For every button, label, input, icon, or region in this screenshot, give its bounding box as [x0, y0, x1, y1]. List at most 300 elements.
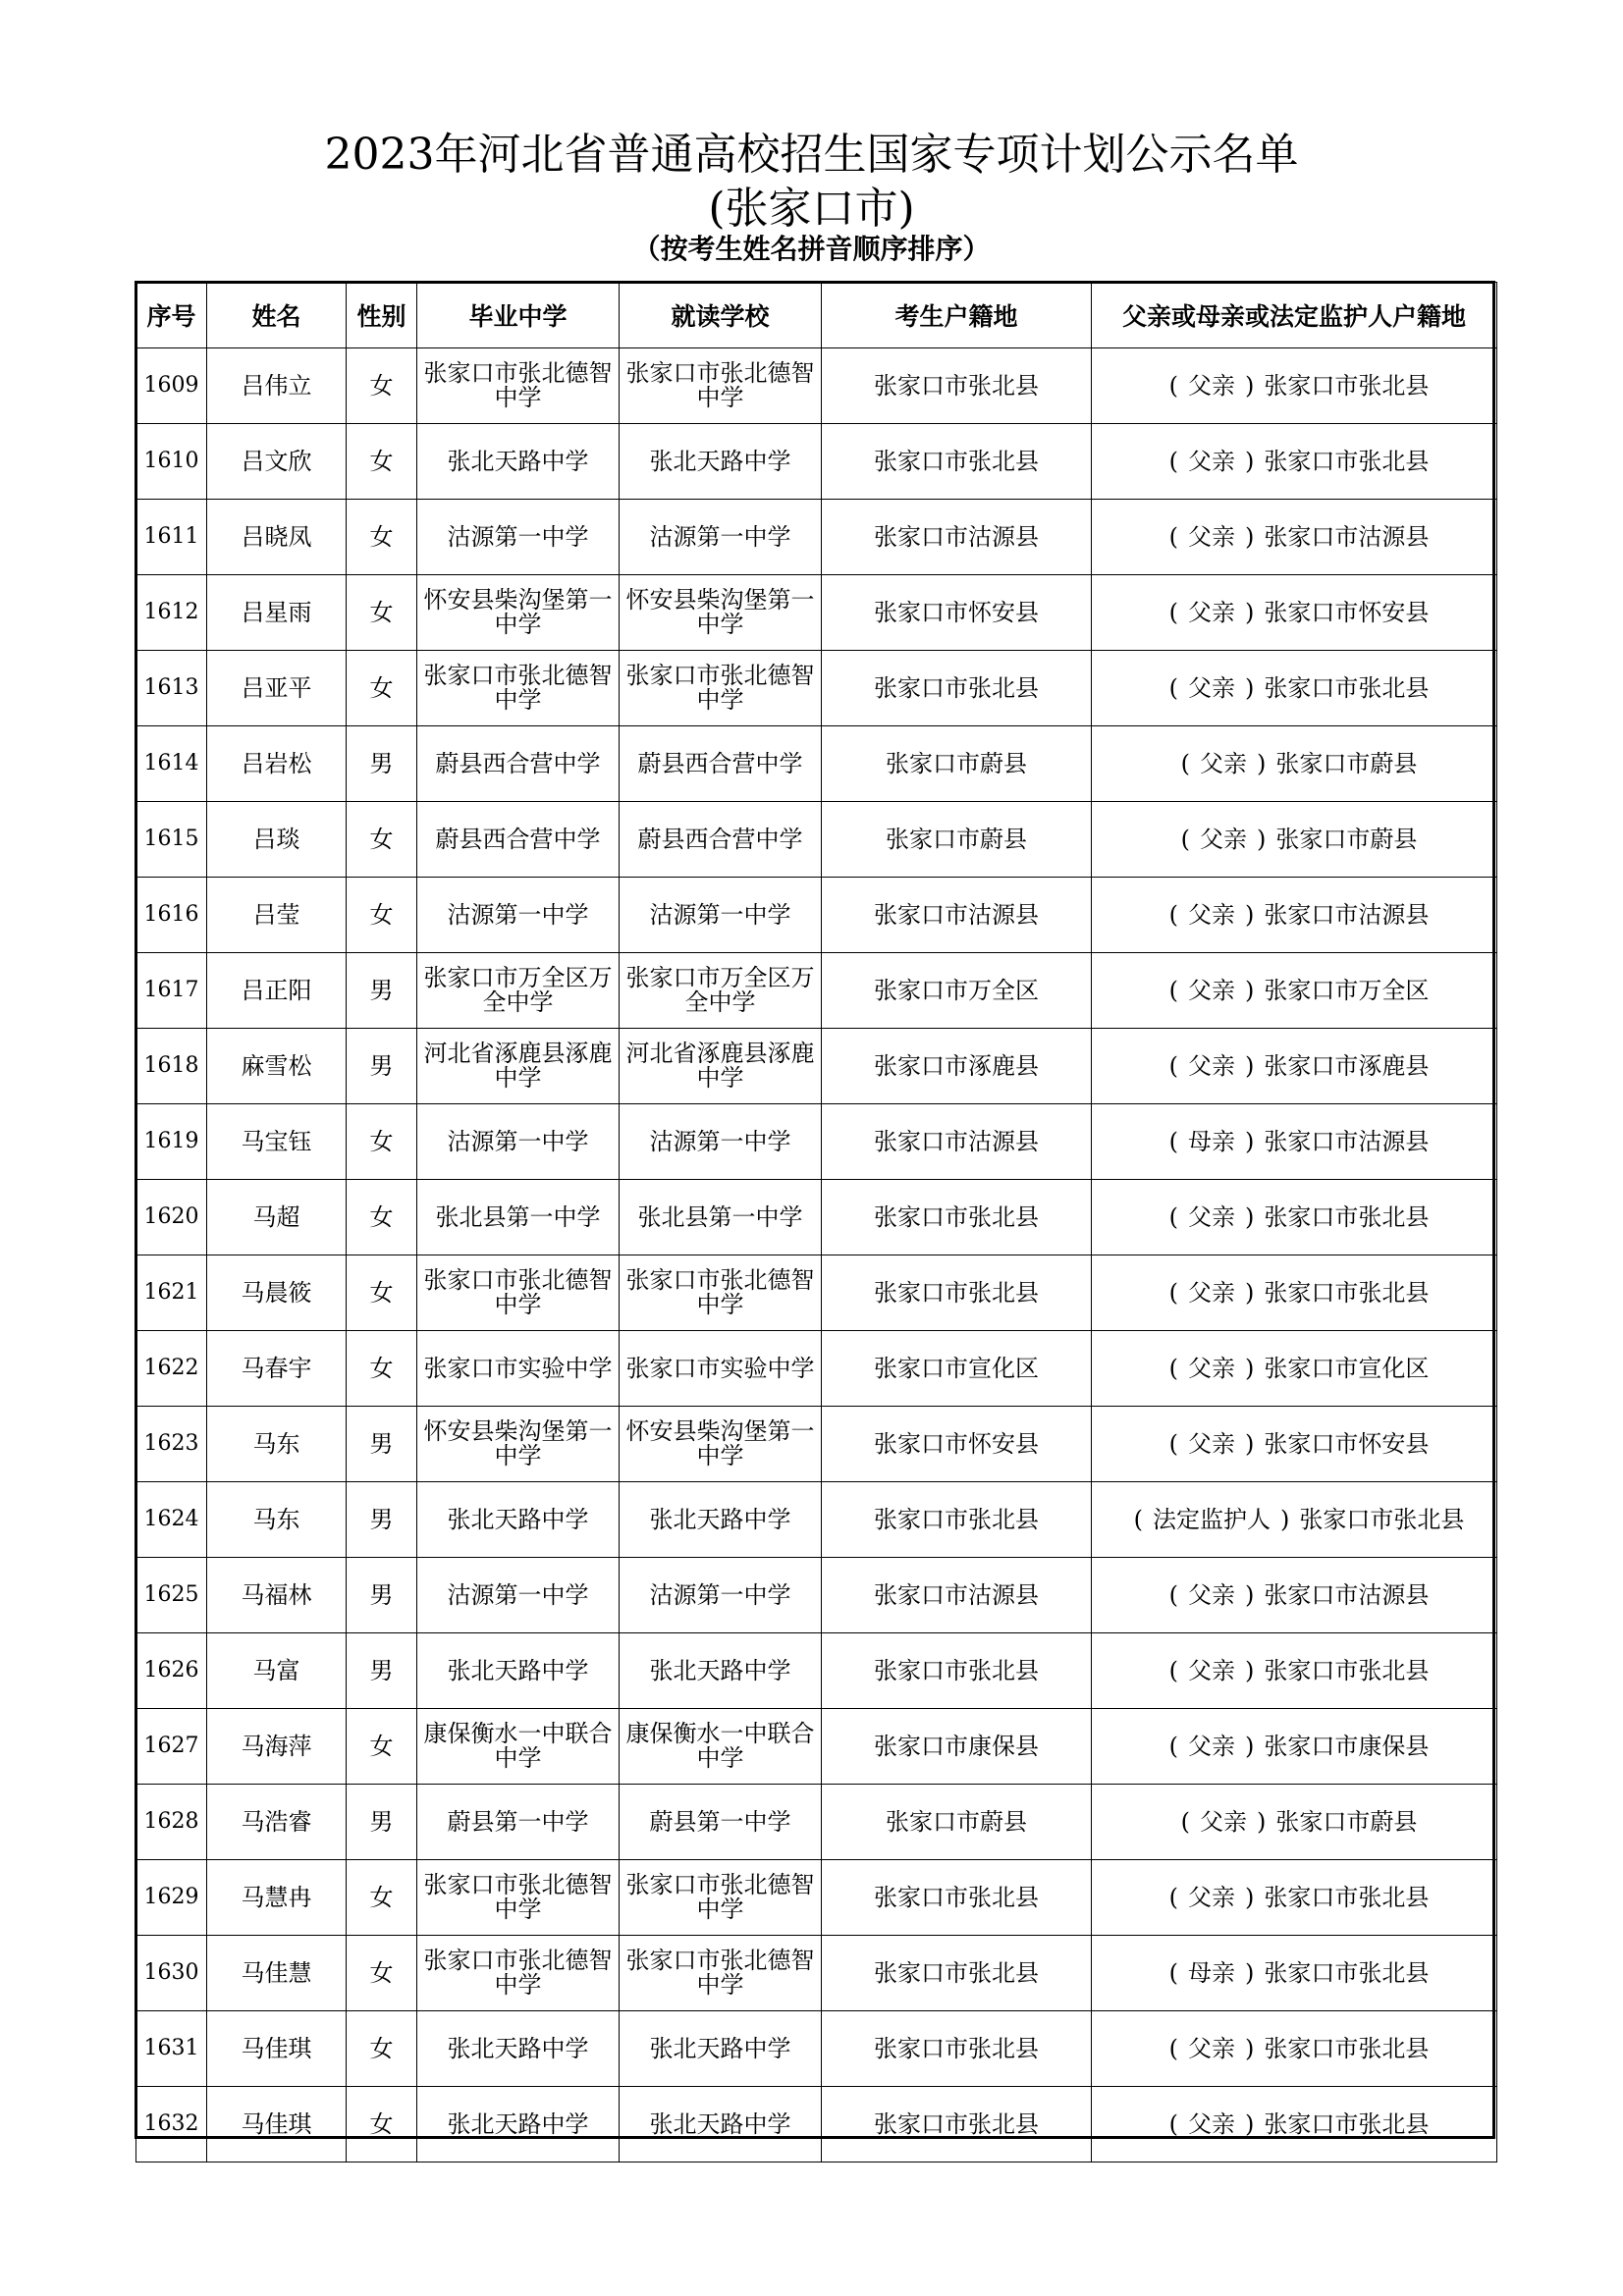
cell-current-school: 怀安县柴沟堡第一中学 — [620, 575, 822, 651]
cell-current-school: 张家口市实验中学 — [620, 1331, 822, 1407]
cell-hukou: 张家口市怀安县 — [822, 1407, 1092, 1482]
cell-name: 吕琰 — [207, 802, 347, 878]
cell-gender: 女 — [347, 1180, 417, 1255]
cell-seq: 1616 — [136, 878, 207, 953]
guardian-relation: 父亲 — [1188, 1203, 1235, 1231]
cell-grad-school: 张家口市张北德智中学 — [417, 1860, 620, 1936]
cell-grad-school: 张北县第一中学 — [417, 1180, 620, 1255]
guardian-relation: 母亲 — [1188, 1959, 1235, 1987]
table-row — [136, 2087, 1497, 2163]
cell-guardian-hukou — [1092, 1029, 1497, 1104]
cell-hukou: 张家口市张北县 — [822, 1180, 1092, 1255]
cell-grad-school: 张家口市张北德智中学 — [417, 651, 620, 726]
guardian-relation: 父亲 — [1188, 1430, 1235, 1458]
cell-hukou: 张家口市张北县 — [822, 424, 1092, 500]
cell-gender: 女 — [347, 1936, 417, 2011]
cell-gender: 女 — [347, 802, 417, 878]
cell-gender: 男 — [347, 953, 417, 1029]
cell-guardian-hukou — [1092, 1331, 1497, 1407]
cell-hukou: 张家口市沽源县 — [822, 500, 1092, 575]
cell-seq: 1629 — [136, 1860, 207, 1936]
cell-gender: 男 — [347, 1558, 417, 1633]
cell-seq: 1631 — [136, 2011, 207, 2087]
guardian-relation: 父亲 — [1188, 448, 1235, 475]
guardian-relation: 法定监护人 — [1153, 1506, 1271, 1533]
paren-open: ( — [1180, 826, 1190, 853]
guardian-hukou-value: 张家口市涿鹿县 — [1264, 1052, 1430, 1080]
paren-close: ) — [1245, 1884, 1255, 1911]
cell-hukou: 张家口市怀安县 — [822, 575, 1092, 651]
cell-gender: 女 — [347, 575, 417, 651]
cell-guardian-hukou — [1092, 1860, 1497, 1936]
cell-hukou: 张家口市张北县 — [822, 1633, 1092, 1709]
cell-gender: 女 — [347, 1331, 417, 1407]
paren-open: ( — [1168, 1128, 1178, 1155]
cell-gender: 女 — [347, 1104, 417, 1180]
cell-guardian-hukou — [1092, 1785, 1497, 1860]
guardian-hukou-value: 张家口市蔚县 — [1275, 826, 1418, 853]
cell-name: 马福林 — [207, 1558, 347, 1633]
cell-hukou: 张家口市蔚县 — [822, 802, 1092, 878]
table-row — [136, 1180, 1497, 1255]
table-row — [136, 575, 1497, 651]
guardian-hukou-value: 张家口市张北县 — [1264, 2035, 1430, 2062]
paren-close: ) — [1245, 1279, 1255, 1307]
cell-guardian-hukou — [1092, 726, 1497, 802]
sort-note: （按考生姓名拼音顺序排序） — [632, 233, 991, 265]
cell-grad-school: 蔚县西合营中学 — [417, 802, 620, 878]
cell-hukou: 张家口市张北县 — [822, 1255, 1092, 1331]
guardian-hukou-value: 张家口市张北县 — [1264, 372, 1430, 400]
paren-close: ) — [1245, 1959, 1255, 1987]
guardian-relation: 母亲 — [1188, 1128, 1235, 1155]
cell-grad-school: 张家口市张北德智中学 — [417, 1936, 620, 2011]
cell-grad-school: 张家口市万全区万全中学 — [417, 953, 620, 1029]
cell-seq: 1615 — [136, 802, 207, 878]
paren-open: ( — [1168, 901, 1178, 929]
cell-current-school: 康保衡水一中联合中学 — [620, 1709, 822, 1785]
guardian-relation: 父亲 — [1188, 674, 1235, 702]
table-row — [136, 1936, 1497, 2011]
paren-open: ( — [1168, 674, 1178, 702]
guardian-relation: 父亲 — [1188, 1052, 1235, 1080]
cell-name: 麻雪松 — [207, 1029, 347, 1104]
guardian-hukou-value: 张家口市张北县 — [1299, 1506, 1465, 1533]
cell-hukou: 张家口市张北县 — [822, 2011, 1092, 2087]
cell-name: 马慧冉 — [207, 1860, 347, 1936]
cell-hukou: 张家口市万全区 — [822, 953, 1092, 1029]
table-row — [136, 2011, 1497, 2087]
cell-hukou: 张家口市沽源县 — [822, 878, 1092, 953]
guardian-relation: 父亲 — [1188, 1581, 1235, 1609]
cell-gender: 男 — [347, 1029, 417, 1104]
cell-gender: 女 — [347, 348, 417, 424]
cell-current-school: 张北天路中学 — [620, 424, 822, 500]
cell-current-school: 河北省涿鹿县涿鹿中学 — [620, 1029, 822, 1104]
cell-grad-school: 张北天路中学 — [417, 2011, 620, 2087]
paren-close: ) — [1245, 1203, 1255, 1231]
cell-hukou: 张家口市蔚县 — [822, 1785, 1092, 1860]
guardian-hukou-value: 张家口市万全区 — [1264, 977, 1430, 1004]
cell-hukou: 张家口市张北县 — [822, 1482, 1092, 1558]
guardian-hukou-value: 张家口市张北县 — [1264, 448, 1430, 475]
cell-grad-school: 蔚县第一中学 — [417, 1785, 620, 1860]
guardian-hukou-value: 张家口市张北县 — [1264, 1279, 1430, 1307]
paren-open: ( — [1168, 372, 1178, 400]
paren-close: ) — [1245, 1355, 1255, 1382]
paren-close: ) — [1245, 448, 1255, 475]
cell-grad-school: 张北天路中学 — [417, 2087, 620, 2163]
paren-open: ( — [1168, 1581, 1178, 1609]
cell-name: 吕晓凤 — [207, 500, 347, 575]
cell-guardian-hukou — [1092, 575, 1497, 651]
guardian-relation: 父亲 — [1188, 2110, 1235, 2138]
paren-close: ) — [1245, 599, 1255, 626]
table-row — [136, 1558, 1497, 1633]
table-row — [136, 1255, 1497, 1331]
paren-open: ( — [1168, 1430, 1178, 1458]
cell-guardian-hukou — [1092, 878, 1497, 953]
cell-grad-school: 沽源第一中学 — [417, 878, 620, 953]
cell-name: 吕文欣 — [207, 424, 347, 500]
cell-guardian-hukou — [1092, 348, 1497, 424]
cell-current-school: 沽源第一中学 — [620, 500, 822, 575]
guardian-relation: 父亲 — [1188, 977, 1235, 1004]
cell-guardian-hukou — [1092, 1482, 1497, 1558]
paren-close: ) — [1245, 523, 1255, 551]
cell-guardian-hukou — [1092, 1936, 1497, 2011]
cell-name: 吕岩松 — [207, 726, 347, 802]
cell-grad-school: 张家口市张北德智中学 — [417, 1255, 620, 1331]
cell-grad-school: 沽源第一中学 — [417, 500, 620, 575]
cell-hukou: 张家口市张北县 — [822, 1860, 1092, 1936]
cell-grad-school: 怀安县柴沟堡第一中学 — [417, 575, 620, 651]
cell-grad-school: 张北天路中学 — [417, 424, 620, 500]
cell-seq: 1619 — [136, 1104, 207, 1180]
table-row — [136, 802, 1497, 878]
guardian-relation: 父亲 — [1188, 2035, 1235, 2062]
header-name: 姓名 — [207, 283, 347, 348]
cell-seq: 1622 — [136, 1331, 207, 1407]
table-row — [136, 1633, 1497, 1709]
cell-gender: 男 — [347, 1785, 417, 1860]
cell-name: 马富 — [207, 1633, 347, 1709]
cell-seq: 1611 — [136, 500, 207, 575]
cell-gender: 女 — [347, 424, 417, 500]
cell-current-school: 沽源第一中学 — [620, 1558, 822, 1633]
cell-current-school: 张家口市张北德智中学 — [620, 348, 822, 424]
cell-seq: 1613 — [136, 651, 207, 726]
cell-seq: 1618 — [136, 1029, 207, 1104]
cell-gender: 女 — [347, 500, 417, 575]
cell-seq: 1625 — [136, 1558, 207, 1633]
guardian-relation: 父亲 — [1188, 1355, 1235, 1382]
table-body — [136, 348, 1497, 2163]
guardian-hukou-value: 张家口市张北县 — [1264, 1203, 1430, 1231]
cell-guardian-hukou — [1092, 1407, 1497, 1482]
guardian-relation: 父亲 — [1188, 599, 1235, 626]
header-seq: 序号 — [136, 283, 207, 348]
header-grad-school: 毕业中学 — [417, 283, 620, 348]
paren-open: ( — [1168, 1959, 1178, 1987]
cell-guardian-hukou — [1092, 1255, 1497, 1331]
cell-current-school: 张北天路中学 — [620, 1633, 822, 1709]
cell-grad-school: 蔚县西合营中学 — [417, 726, 620, 802]
cell-name: 吕正阳 — [207, 953, 347, 1029]
guardian-relation: 父亲 — [1188, 1884, 1235, 1911]
cell-name: 马佳琪 — [207, 2087, 347, 2163]
cell-hukou: 张家口市张北县 — [822, 1936, 1092, 2011]
cell-guardian-hukou — [1092, 500, 1497, 575]
cell-seq: 1617 — [136, 953, 207, 1029]
cell-grad-school: 怀安县柴沟堡第一中学 — [417, 1407, 620, 1482]
cell-seq: 1630 — [136, 1936, 207, 2011]
cell-seq: 1610 — [136, 424, 207, 500]
paren-close: ) — [1245, 977, 1255, 1004]
cell-name: 马海萍 — [207, 1709, 347, 1785]
cell-current-school: 蔚县西合营中学 — [620, 726, 822, 802]
header-gender: 性别 — [347, 283, 417, 348]
cell-hukou: 张家口市沽源县 — [822, 1558, 1092, 1633]
guardian-hukou-value: 张家口市沽源县 — [1264, 523, 1430, 551]
cell-current-school: 怀安县柴沟堡第一中学 — [620, 1407, 822, 1482]
cell-grad-school: 张北天路中学 — [417, 1482, 620, 1558]
paren-close: ) — [1245, 2035, 1255, 2062]
paren-open: ( — [1168, 523, 1178, 551]
paren-open: ( — [1168, 1355, 1178, 1382]
cell-grad-school: 张家口市实验中学 — [417, 1331, 620, 1407]
paren-open: ( — [1168, 2035, 1178, 2062]
guardian-relation: 父亲 — [1200, 1808, 1247, 1836]
cell-grad-school: 张北天路中学 — [417, 1633, 620, 1709]
cell-name: 马佳慧 — [207, 1936, 347, 2011]
cell-current-school: 张家口市万全区万全中学 — [620, 953, 822, 1029]
cell-name: 马春宇 — [207, 1331, 347, 1407]
guardian-hukou-value: 张家口市康保县 — [1264, 1733, 1430, 1760]
guardian-relation: 父亲 — [1200, 826, 1247, 853]
cell-guardian-hukou — [1092, 1709, 1497, 1785]
guardian-hukou-value: 张家口市宣化区 — [1264, 1355, 1430, 1382]
cell-gender: 男 — [347, 1407, 417, 1482]
paren-open: ( — [1180, 1808, 1190, 1836]
cell-current-school: 张北天路中学 — [620, 2087, 822, 2163]
table-row — [136, 1709, 1497, 1785]
cell-current-school: 张家口市张北德智中学 — [620, 651, 822, 726]
cell-gender: 男 — [347, 1633, 417, 1709]
cell-guardian-hukou — [1092, 1558, 1497, 1633]
guardian-hukou-value: 张家口市沽源县 — [1264, 901, 1430, 929]
cell-grad-school: 康保衡水一中联合中学 — [417, 1709, 620, 1785]
guardian-hukou-value: 张家口市张北县 — [1264, 1884, 1430, 1911]
table-row — [136, 953, 1497, 1029]
cell-current-school: 蔚县第一中学 — [620, 1785, 822, 1860]
cell-guardian-hukou — [1092, 1633, 1497, 1709]
cell-guardian-hukou — [1092, 1104, 1497, 1180]
table-row — [136, 726, 1497, 802]
paren-open: ( — [1168, 1203, 1178, 1231]
cell-current-school: 张北天路中学 — [620, 1482, 822, 1558]
paren-open: ( — [1168, 1279, 1178, 1307]
paren-open: ( — [1168, 1733, 1178, 1760]
table-row — [136, 1482, 1497, 1558]
cell-guardian-hukou — [1092, 651, 1497, 726]
table-row — [136, 500, 1497, 575]
guardian-relation: 父亲 — [1188, 1279, 1235, 1307]
cell-seq: 1632 — [136, 2087, 207, 2163]
cell-seq: 1612 — [136, 575, 207, 651]
cell-seq: 1621 — [136, 1255, 207, 1331]
table-row — [136, 1407, 1497, 1482]
paren-open: ( — [1180, 750, 1190, 777]
cell-hukou: 张家口市张北县 — [822, 2087, 1092, 2163]
cell-name: 马东 — [207, 1482, 347, 1558]
paren-open: ( — [1168, 1052, 1178, 1080]
cell-name: 吕亚平 — [207, 651, 347, 726]
paren-close: ) — [1257, 1808, 1267, 1836]
cell-current-school: 沽源第一中学 — [620, 878, 822, 953]
cell-name: 马超 — [207, 1180, 347, 1255]
document-city-subtitle: (张家口市) — [708, 184, 915, 234]
cell-current-school: 张家口市张北德智中学 — [620, 1936, 822, 2011]
cell-name: 马佳琪 — [207, 2011, 347, 2087]
paren-close: ) — [1245, 1052, 1255, 1080]
cell-guardian-hukou — [1092, 2087, 1497, 2163]
cell-gender: 女 — [347, 651, 417, 726]
table-row — [136, 1331, 1497, 1407]
cell-gender: 女 — [347, 878, 417, 953]
cell-name: 马浩睿 — [207, 1785, 347, 1860]
paren-close: ) — [1245, 2110, 1255, 2138]
cell-current-school: 张北天路中学 — [620, 2011, 822, 2087]
table-header-row — [136, 283, 1497, 348]
cell-gender: 男 — [347, 1482, 417, 1558]
cell-name: 马东 — [207, 1407, 347, 1482]
guardian-hukou-value: 张家口市张北县 — [1264, 1657, 1430, 1684]
cell-name: 吕伟立 — [207, 348, 347, 424]
table-row — [136, 1785, 1497, 1860]
cell-guardian-hukou — [1092, 953, 1497, 1029]
paren-open: ( — [1133, 1506, 1143, 1533]
header-hukou: 考生户籍地 — [822, 283, 1092, 348]
paren-close: ) — [1245, 674, 1255, 702]
cell-name: 马宝钰 — [207, 1104, 347, 1180]
cell-guardian-hukou — [1092, 1180, 1497, 1255]
cell-hukou: 张家口市沽源县 — [822, 1104, 1092, 1180]
paren-close: ) — [1245, 1128, 1255, 1155]
cell-hukou: 张家口市康保县 — [822, 1709, 1092, 1785]
header-current-school: 就读学校 — [620, 283, 822, 348]
cell-gender: 男 — [347, 726, 417, 802]
roster-table — [135, 282, 1497, 2163]
cell-name: 马晨筱 — [207, 1255, 347, 1331]
guardian-hukou-value: 张家口市张北县 — [1264, 1959, 1430, 1987]
cell-current-school: 沽源第一中学 — [620, 1104, 822, 1180]
cell-seq: 1627 — [136, 1709, 207, 1785]
cell-current-school: 张家口市张北德智中学 — [620, 1860, 822, 1936]
guardian-hukou-value: 张家口市蔚县 — [1275, 1808, 1418, 1836]
cell-name: 吕星雨 — [207, 575, 347, 651]
paren-open: ( — [1168, 977, 1178, 1004]
cell-guardian-hukou — [1092, 802, 1497, 878]
table-row — [136, 1860, 1497, 1936]
cell-seq: 1609 — [136, 348, 207, 424]
cell-gender: 女 — [347, 1255, 417, 1331]
cell-name: 吕莹 — [207, 878, 347, 953]
paren-open: ( — [1168, 599, 1178, 626]
table-row — [136, 1029, 1497, 1104]
guardian-hukou-value: 张家口市蔚县 — [1275, 750, 1418, 777]
cell-grad-school: 张家口市张北德智中学 — [417, 348, 620, 424]
cell-grad-school: 沽源第一中学 — [417, 1104, 620, 1180]
cell-seq: 1620 — [136, 1180, 207, 1255]
cell-seq: 1623 — [136, 1407, 207, 1482]
cell-seq: 1624 — [136, 1482, 207, 1558]
cell-gender: 女 — [347, 1860, 417, 1936]
paren-close: ) — [1245, 1430, 1255, 1458]
guardian-hukou-value: 张家口市怀安县 — [1264, 1430, 1430, 1458]
guardian-relation: 父亲 — [1188, 372, 1235, 400]
table-row — [136, 424, 1497, 500]
cell-hukou: 张家口市宣化区 — [822, 1331, 1092, 1407]
paren-close: ) — [1245, 372, 1255, 400]
cell-hukou: 张家口市张北县 — [822, 651, 1092, 726]
paren-close: ) — [1245, 901, 1255, 929]
paren-close: ) — [1257, 750, 1267, 777]
table-row — [136, 1104, 1497, 1180]
cell-current-school: 张北县第一中学 — [620, 1180, 822, 1255]
guardian-relation: 父亲 — [1188, 523, 1235, 551]
cell-hukou: 张家口市张北县 — [822, 348, 1092, 424]
cell-grad-school: 河北省涿鹿县涿鹿中学 — [417, 1029, 620, 1104]
cell-grad-school: 沽源第一中学 — [417, 1558, 620, 1633]
table-row — [136, 348, 1497, 424]
cell-hukou: 张家口市涿鹿县 — [822, 1029, 1092, 1104]
paren-close: ) — [1280, 1506, 1290, 1533]
guardian-hukou-value: 张家口市张北县 — [1264, 2110, 1430, 2138]
cell-hukou: 张家口市蔚县 — [822, 726, 1092, 802]
cell-guardian-hukou — [1092, 424, 1497, 500]
cell-seq: 1628 — [136, 1785, 207, 1860]
guardian-hukou-value: 张家口市沽源县 — [1264, 1581, 1430, 1609]
header-guardian-hukou: 父亲或母亲或法定监护人户籍地 — [1092, 283, 1497, 348]
guardian-hukou-value: 张家口市沽源县 — [1264, 1128, 1430, 1155]
document-title: 2023年河北省普通高校招生国家专项计划公示名单 — [324, 130, 1299, 180]
cell-gender: 女 — [347, 2011, 417, 2087]
cell-current-school: 蔚县西合营中学 — [620, 802, 822, 878]
guardian-hukou-value: 张家口市张北县 — [1264, 674, 1430, 702]
guardian-hukou-value: 张家口市怀安县 — [1264, 599, 1430, 626]
paren-open: ( — [1168, 448, 1178, 475]
paren-close: ) — [1245, 1657, 1255, 1684]
cell-seq: 1626 — [136, 1633, 207, 1709]
guardian-relation: 父亲 — [1200, 750, 1247, 777]
guardian-relation: 父亲 — [1188, 901, 1235, 929]
paren-close: ) — [1245, 1733, 1255, 1760]
table-row — [136, 651, 1497, 726]
paren-open: ( — [1168, 1657, 1178, 1684]
cell-seq: 1614 — [136, 726, 207, 802]
guardian-relation: 父亲 — [1188, 1657, 1235, 1684]
cell-gender: 女 — [347, 2087, 417, 2163]
paren-open: ( — [1168, 1884, 1178, 1911]
cell-gender: 女 — [347, 1709, 417, 1785]
paren-close: ) — [1257, 826, 1267, 853]
cell-current-school: 张家口市张北德智中学 — [620, 1255, 822, 1331]
guardian-relation: 父亲 — [1188, 1733, 1235, 1760]
table-row — [136, 878, 1497, 953]
paren-close: ) — [1245, 1581, 1255, 1609]
paren-open: ( — [1168, 2110, 1178, 2138]
